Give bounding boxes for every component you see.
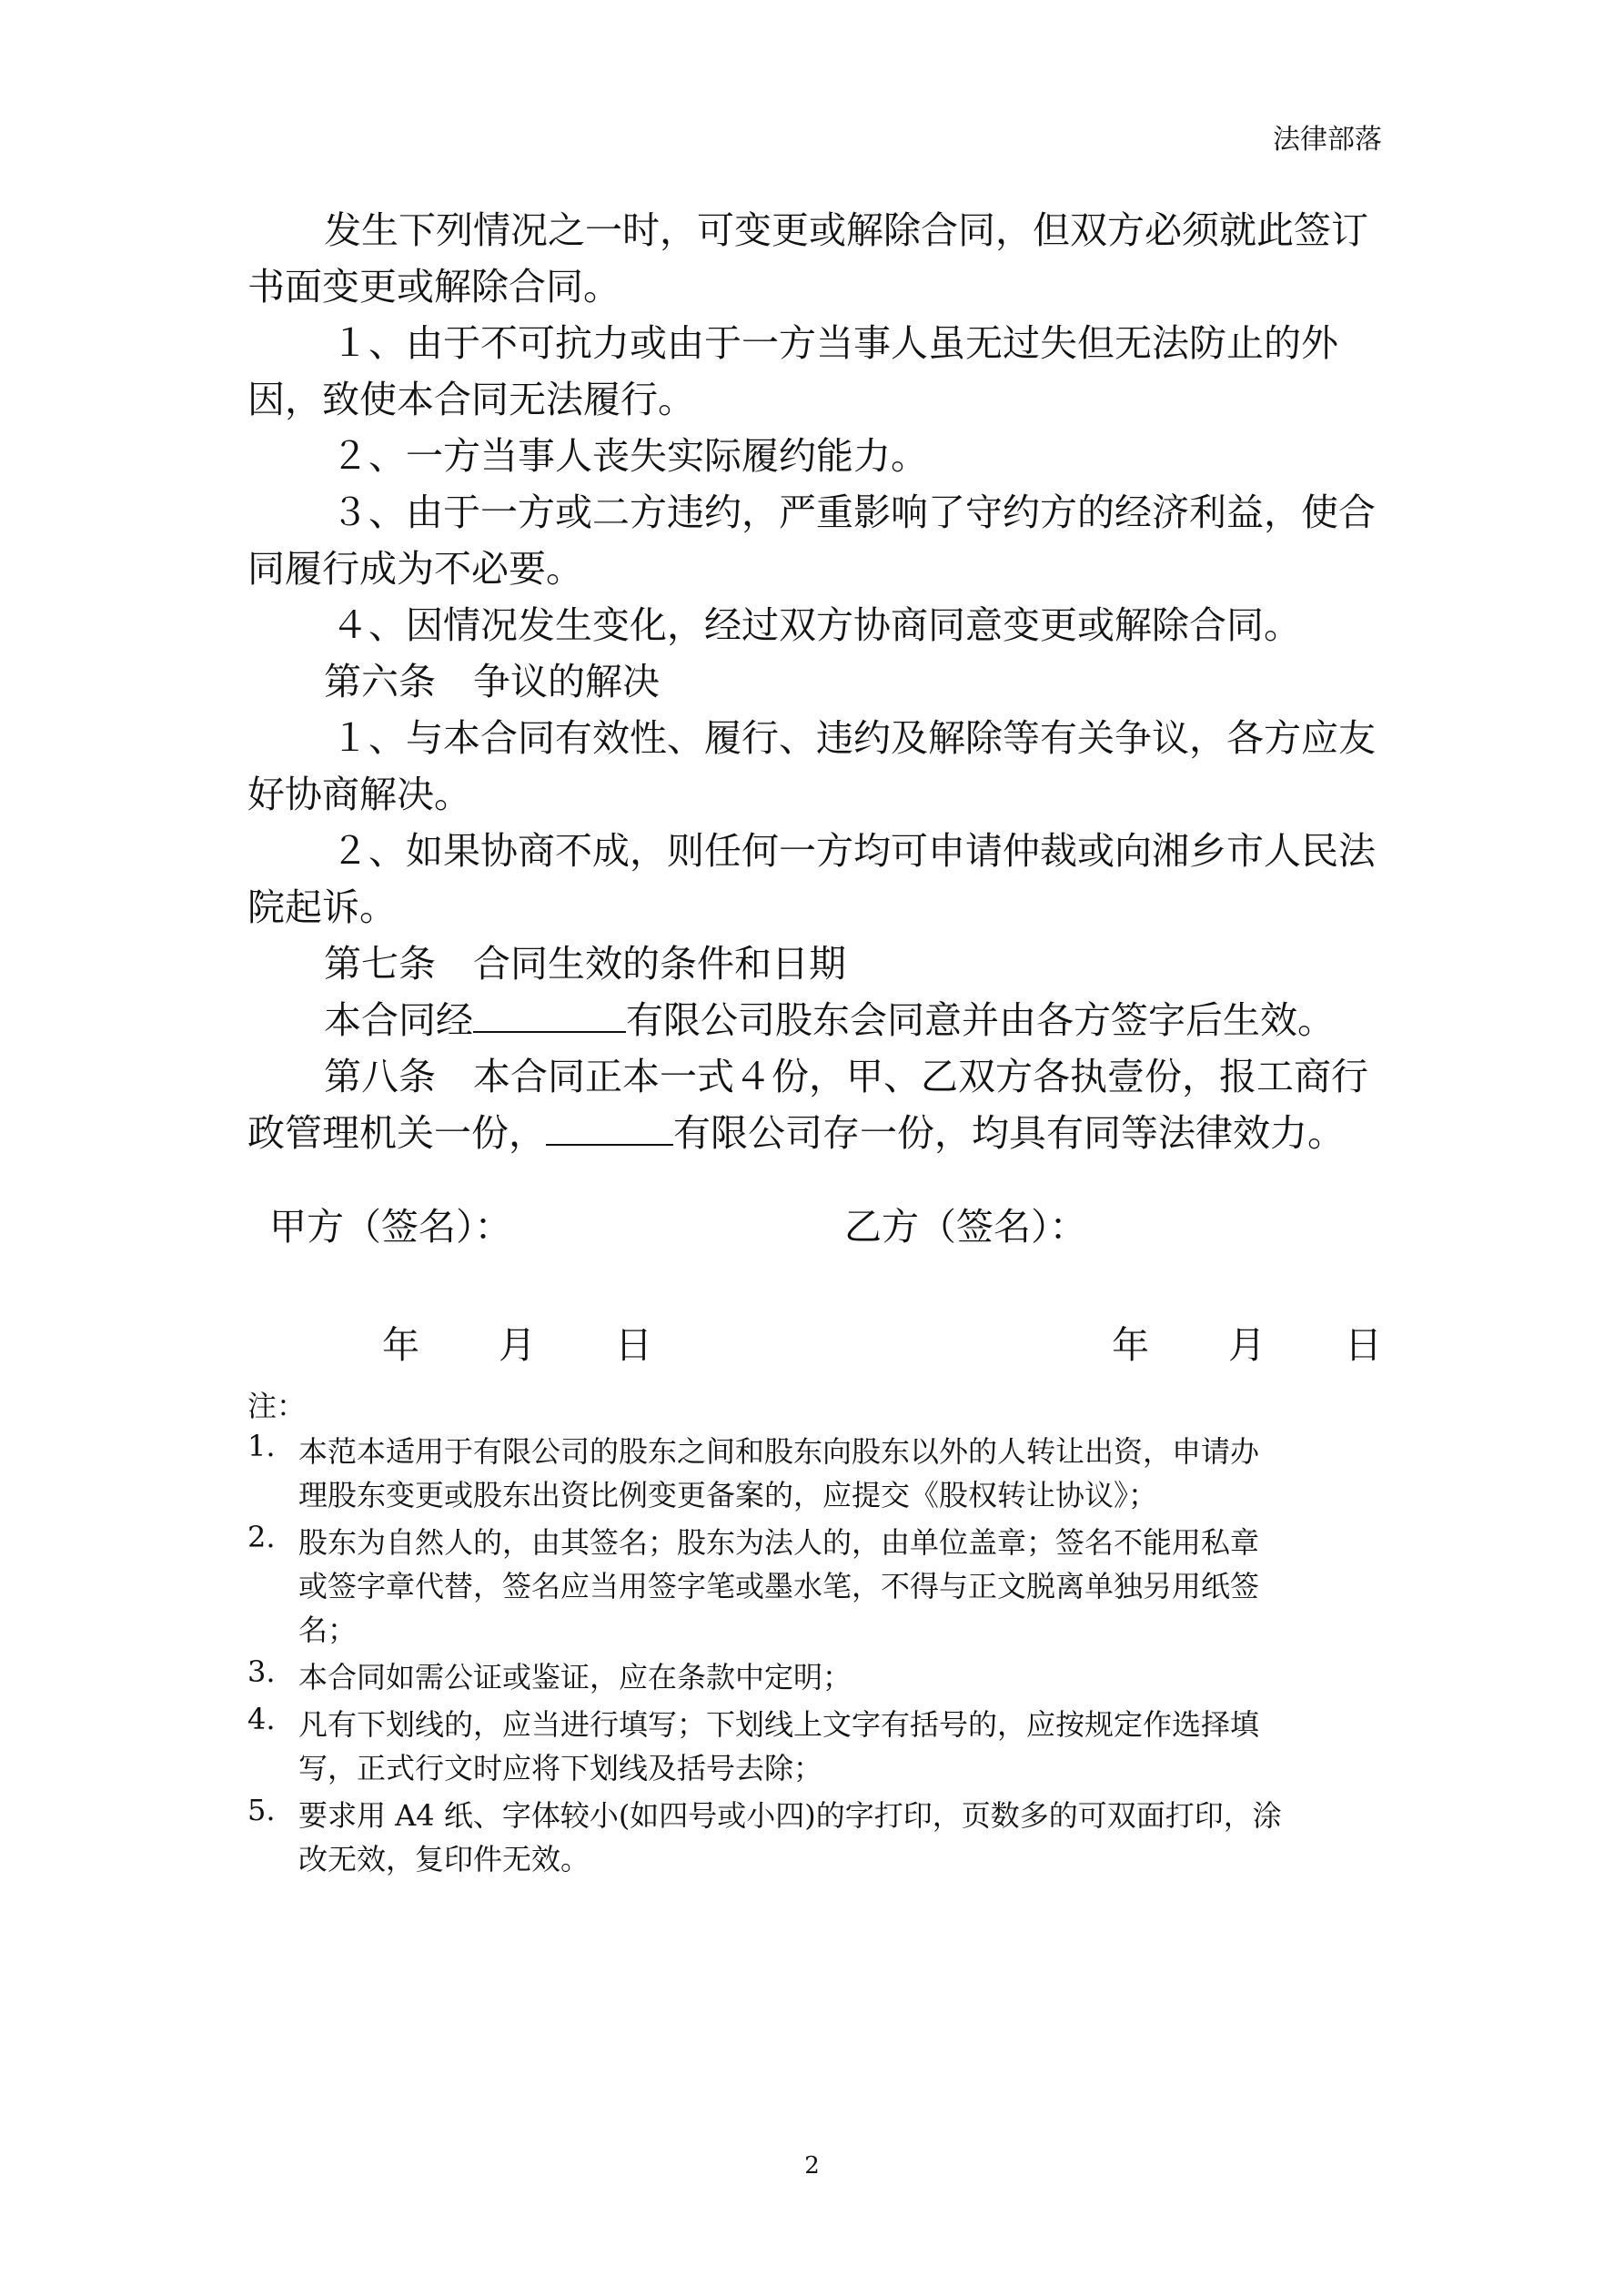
note-2-line2: 或签字章代替，签名应当用签字笔或墨水笔，不得与正文脱离单独另用纸签 [298, 1569, 1260, 1603]
note-4-line2: 写，正式行文时应将下划线及括号去除； [298, 1751, 823, 1785]
article-8-line2-prefix: 政管理机关一份， [247, 1111, 546, 1155]
article-8-line2 [247, 1103, 1345, 1157]
note-5-line1: 要求用 A4 纸、字体较小(如四号或小四)的字打印，页数多的可双面打印，涂 [298, 1798, 1282, 1833]
company-name-blank[interactable] [473, 994, 626, 1033]
note-2-line1: 股东为自然人的，由其签名；股东为法人的，由单位盖章；签名不能用私章 [298, 1525, 1260, 1560]
paragraph-intro-line1: 发生下列情况之一时，可变更或解除合同，但双方必须就此签订 [324, 208, 1368, 252]
item-1-line2: 因，致使本合同无法履行。 [247, 378, 695, 421]
party-a-year: 年 [382, 1323, 419, 1367]
note-5-number: 5. [247, 1793, 276, 1827]
item-4: ４、因情况发生变化，经过双方协商同意变更或解除合同。 [331, 603, 1301, 647]
article-6-item-2-line1: ２、如果协商不成，则任何一方均可申请仲裁或向湘乡市人民法 [331, 829, 1376, 873]
party-b-year: 年 [1112, 1323, 1149, 1367]
article-8-line1: 第八条 本合同正本一式４份，甲、乙双方各执壹份，报工商行 [324, 1055, 1368, 1098]
article-6-item-1-line2: 好协商解决。 [247, 773, 471, 816]
party-b-day: 日 [1345, 1323, 1382, 1367]
notes-title: 注： [247, 1389, 307, 1423]
article-8-line2-suffix: 有限公司存一份，均具有同等法律效力。 [673, 1111, 1345, 1155]
article-6-item-2-line2: 院起诉。 [247, 885, 397, 929]
note-4-number: 4. [247, 1702, 276, 1736]
note-1-number: 1. [247, 1429, 276, 1463]
article-7-text [324, 990, 1335, 1044]
item-3-line1: ３、由于一方或二方违约，严重影响了守约方的经济利益，使合 [331, 491, 1376, 534]
party-a-signature: 甲方（签名）： [269, 1205, 512, 1249]
note-5-line2: 改无效，复印件无效。 [298, 1842, 590, 1876]
article-6-item-1-line1: １、与本合同有效性、履行、违约及解除等有关争议，各方应友 [331, 716, 1376, 760]
header-brand: 法律部落 [1273, 124, 1382, 156]
item-1-line1: １、由于不可抗力或由于一方当事人虽无过失但无法防止的外 [331, 321, 1338, 365]
party-a-month: 月 [499, 1323, 536, 1367]
note-2-number: 2. [247, 1520, 276, 1554]
note-3-number: 3. [247, 1654, 276, 1689]
party-b-signature: 乙方（签名）： [844, 1205, 1087, 1249]
party-a-day: 日 [615, 1323, 652, 1367]
article-6-heading: 第六条 争议的解决 [324, 660, 660, 703]
paragraph-intro-line2: 书面变更或解除合同。 [247, 265, 620, 308]
note-1-line1: 本范本适用于有限公司的股东之间和股东向股东以外的人转让出资，申请办 [298, 1434, 1260, 1469]
company-name-blank-2[interactable] [546, 1107, 673, 1146]
note-4-line1: 凡有下划线的，应当进行填写；下划线上文字有括号的，应按规定作选择填 [298, 1707, 1260, 1742]
article-7-text-suffix: 有限公司股东会同意并由各方签字后生效。 [626, 998, 1335, 1042]
party-b-month: 月 [1228, 1323, 1266, 1367]
note-3-line1: 本合同如需公证或鉴证，应在条款中定明； [298, 1660, 852, 1694]
article-7-text-prefix: 本合同经 [324, 998, 473, 1042]
article-7-heading: 第七条 合同生效的条件和日期 [324, 942, 846, 986]
item-2: ２、一方当事人丧失实际履约能力。 [331, 434, 928, 478]
note-2-line3: 名； [298, 1613, 358, 1647]
note-1-line2: 理股东变更或股东出资比例变更备案的，应提交《股权转让协议》； [298, 1478, 1158, 1512]
item-3-line2: 同履行成为不必要。 [247, 547, 583, 591]
page-number: 2 [804, 2152, 820, 2180]
